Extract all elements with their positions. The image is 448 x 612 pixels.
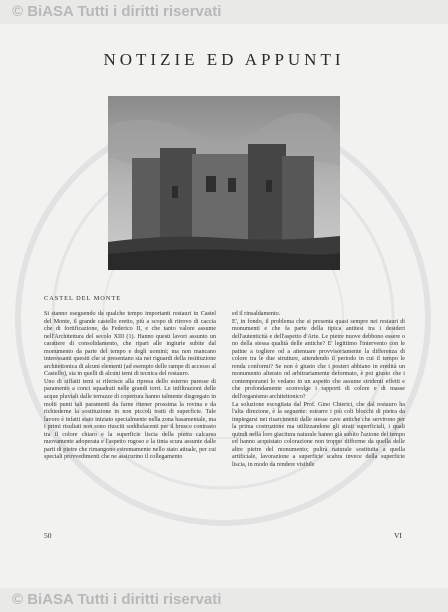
paragraph: La soluzione escogitata dal Prof. Gino Chierici, che dal restauro ha l'alta direzione, è la seguente: estrarre i più coli blocchi di pietra da impiegarsi nei risarcimenti dalle stesse cave antiche che servirono per la prima costruzione ma utilizzandone gli strati superficiali, i quali quindi nella loro giacitura naturale hanno già subìto l'azione del tempo ed hanno acquistato colorazione non troppo difforme da quella delle altre pietre del monumento; pulirà naturale sostituita a quella artificiale, lavorazione a superficie scabra invece della superficie liscia, in modo da rendere visibile bbox=[232, 401, 405, 468]
watermark-text: © BiASA Tutti i diritti riservati bbox=[12, 3, 222, 20]
section-title: CASTEL DEL MONTE bbox=[44, 295, 122, 302]
paragraph: ed il rinsaldamento. bbox=[232, 311, 281, 317]
page-number: 50 bbox=[44, 531, 52, 540]
paragraph: E', in fondo, il problema che si presenta quasi sempre nei restauri di monumenti e che fa parte della tipica antitesi tra i desideri dell'autenticità e dell'aspetto d'Arte. Le pietre nuove debbono essere o no della stessa qualità delle antiche? E' legittimo l'intervento con le patine a togliere od a attenuare provvisoriamente la differenza di colore tra le due strutture, attendendo il periodo in cui il tempo le renda conformi? Se non è giusto che i posteri abbiano in eredità un monumento alterato od arbitrariamente deformato, è poi giusto che i contemporanei lo vedano in un aspetto che assume stridenti effetti e che profondamente sconvolge i rapporti di colore e di masse dell'organismo architettonico? bbox=[232, 318, 405, 401]
castel-del-monte-photo bbox=[108, 96, 340, 270]
text-column-right bbox=[232, 311, 405, 469]
watermark-text: © BiASA Tutti i diritti riservati bbox=[12, 591, 222, 608]
page-issue-number: VI bbox=[394, 531, 402, 540]
paragraph: Uno di siffatti temi si riferisce alla ripresa dello esterno paresse di paramento a conci squadrati nelle grandi torri. Le infiltrazioni delle acque pluviali dalle terrazze di copertura hanno talmente disgregato in molti punti tali paramenti da farne ritener prossima la rovina e da richiederne la sostituzione in non piccoli tratti di superficie. Tale lavoro è infatti stato iniziato specialmente nella zona basamentale, ma i primi risultati non sono riusciti soddisfacenti per il brusco contrasto tra il colore chiaro e la superficie liscia della pietra calcarea nuovamente adoperata e l'aspetto rugoso e la tinta scura assunte dalle parti di pietre che rimangono estremamente nello stato attuale, per cui speciali provvedimenti che ne assicurino il collegamento bbox=[44, 378, 216, 461]
watermark-banner-bottom bbox=[0, 588, 448, 612]
watermark-banner-top bbox=[0, 0, 448, 24]
paragraph: Si stanno eseguendo da qualche tempo importanti restauri in Castel del Monte, il grande castello eretto, più a scopo di ritrovo di caccia che di fortificazione, da Federico II, e che tanto valore assume nell'Architettura del secolo XIII (1). Hanno questi lavori assunto un carattere di consolidamento, che ripari alle ingiurie subite dal monumento da parte del tempo e degli uomini; ma non mancano interessanti quesiti che si presentano sia nei riguardi della restituzione architettonica di alcuni elementi (ad esempio delle rampe di accesso al Castello), sia in quelli di alcuni temi di tecnica del restauro. bbox=[44, 311, 216, 378]
text-column-left bbox=[44, 311, 216, 462]
page-heading: NOTIZIE ED APPUNTI bbox=[103, 50, 345, 69]
